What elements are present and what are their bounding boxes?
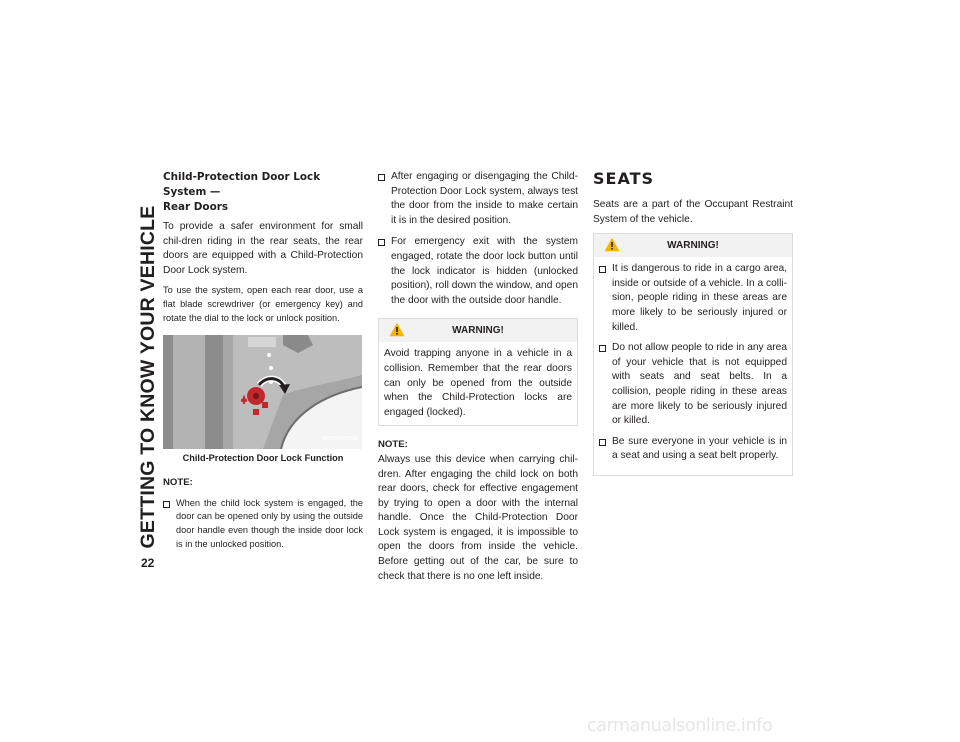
warning-list-text: Do not allow people to ride in any area of your vehicle that is not equipped with seats and seat belts. In a collision, people riding in these areas are more likely to be seriously injured or killed. bbox=[612, 342, 787, 427]
checkbox-bullet-icon bbox=[599, 266, 606, 273]
list-item-text: After engaging or disengaging the Child-Protection Door Lock system, always test the door from the inside to make certain it is in the desired position. bbox=[391, 171, 578, 226]
warning-text: Avoid trapping anyone in a vehicle in a collision. Remember that the rear doors can only be opened from the outside when the Child-Protection locks are engaged (locked). bbox=[384, 348, 572, 418]
note-text: Always use this device when carrying chil-dren. After engaging the child lock on both rear doors, check for effective engagement by trying to open a door with the internal handle. Once the Child-Protection Door Lock system is engaged, it is impossible to open the doors from inside the vehicle. Before getting out of the car, be sure to check that there is no one left inside. bbox=[378, 453, 578, 582]
figure-caption: Child-Protection Door Lock Function bbox=[182, 453, 344, 464]
warning-header bbox=[594, 234, 792, 257]
page-number: 22 bbox=[141, 556, 155, 570]
list-item-text: For emergency exit with the system engaged, rotate the door lock button until the lock indicator is hidden (unlocked position), roll down the window, and open the door with the outside door handle. bbox=[391, 236, 578, 306]
note-label: NOTE: bbox=[163, 477, 193, 489]
checkbox-bullet-icon bbox=[599, 439, 606, 446]
warning-triangle-icon bbox=[389, 322, 405, 337]
heading-line-1: Child-Protection Door Lock System — bbox=[163, 171, 321, 198]
watermark: carmanualsonline.info bbox=[587, 716, 773, 736]
seats-intro: Seats are a part of the Occupant Restraint System of the vehicle. bbox=[593, 199, 793, 225]
intro-paragraph: To provide a safer environment for small chil-dren riding in the rear seats, the rear doors are equipped with a Child-Protection Door Lock system. bbox=[163, 221, 363, 276]
checkbox-bullet-icon bbox=[599, 345, 606, 352]
checkbox-bullet-icon bbox=[378, 174, 385, 181]
instructions-paragraph: To use the system, open each rear door, use a flat blade screwdriver (or emergency key) and rotate the dial to the lock or unlock position. bbox=[163, 285, 363, 323]
section-side-tab bbox=[137, 168, 159, 586]
checkbox-bullet-icon bbox=[378, 239, 385, 246]
note-label: NOTE: bbox=[378, 439, 408, 451]
section-title: SEATS bbox=[593, 169, 655, 188]
warning-list-text: It is dangerous to ride in a cargo area, inside or outside of a vehicle. In a colli-sion, people riding in these areas are more likely to be seriously injured or killed. bbox=[612, 263, 787, 333]
left-column bbox=[163, 170, 363, 558]
warning-list-text: Be sure everyone in your vehicle is in a seat and using a seat belt properly. bbox=[612, 435, 787, 462]
note-bullet-text: When the child lock system is engaged, the door can be opened only by using the outside door handle even though the inside door lock is in the unlocked position. bbox=[176, 497, 363, 549]
warning-box bbox=[593, 233, 793, 476]
middle-column bbox=[378, 170, 578, 590]
warning-title: WARNING! bbox=[667, 240, 719, 252]
section-heading bbox=[163, 170, 363, 215]
warning-box bbox=[378, 318, 578, 426]
door-lock-figure bbox=[163, 335, 362, 449]
list-item bbox=[378, 235, 578, 308]
warning-header bbox=[379, 319, 577, 342]
list-item bbox=[378, 170, 578, 228]
warning-title: WARNING! bbox=[452, 325, 504, 337]
lock-icon bbox=[253, 409, 259, 415]
side-tab-label: GETTING TO KNOW YOUR VEHICLE bbox=[137, 205, 159, 549]
warning-list-item bbox=[599, 262, 787, 335]
checkbox-bullet-icon bbox=[163, 501, 170, 508]
note-bullet bbox=[163, 497, 363, 551]
figure-code: M031000003US bbox=[321, 435, 358, 442]
right-column bbox=[593, 170, 793, 488]
warning-list-item bbox=[599, 341, 787, 429]
heading-line-2: Rear Doors bbox=[163, 201, 229, 213]
warning-list-item bbox=[599, 435, 787, 464]
warning-triangle-icon bbox=[604, 237, 620, 252]
